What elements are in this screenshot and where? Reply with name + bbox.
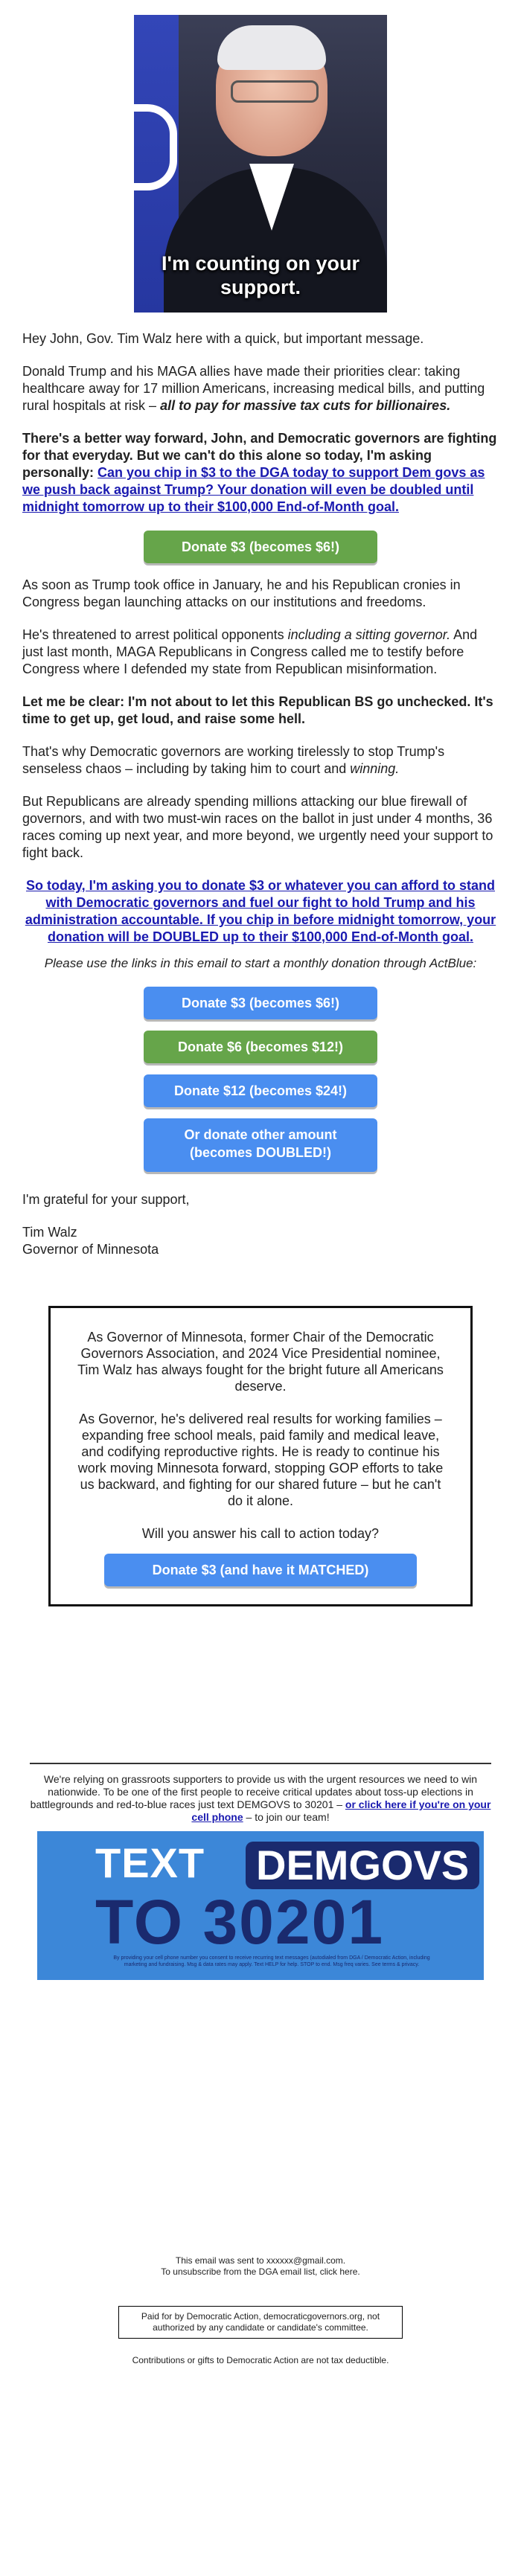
- speaker-glasses: [231, 80, 319, 103]
- donate-link-primary[interactable]: Can you chip in $3 to the DGA today to support Dem govs as we push back against Trump? Your donation will even be doubled until midnight tomorrow up to their $100,000 End-of-Month goal.: [22, 465, 485, 514]
- banner-shortcode: TO 30201: [95, 1887, 385, 1957]
- paragraph-priorities-text: Donald Trump and his MAGA allies have made their priorities clear: taking healthcare away for 17 million Americans, increasing medical bills, and putting rural hospitals at risk –: [22, 364, 485, 413]
- sms-signup-tail: – to join our team!: [243, 1811, 330, 1823]
- sms-signup-link[interactable]: or click here if you're on your cell phone: [191, 1798, 491, 1823]
- donate-12-button[interactable]: Donate $12 (becomes $24!): [144, 1074, 377, 1107]
- email-body: [22, 0, 499, 2366]
- bio-box: [48, 1306, 473, 1606]
- paragraph-priorities: [22, 363, 499, 414]
- donate-other-line2: (becomes DOUBLED!): [189, 1145, 332, 1160]
- hero-video-thumbnail[interactable]: [134, 15, 387, 313]
- paragraph-threats: [22, 627, 499, 678]
- paragraph-working: [22, 743, 499, 778]
- banner-fine-print: By providing your cell phone number you consent to receive recurring text messages (autodialed from DGA / Democratic Action, including marketing and fundraising. Msg & data rates may apply. Text HELP for help. STOP to end. Msg freq varies. See terms & privacy.: [113, 1955, 430, 1967]
- paragraph-ask-bold: There's a better way forward, John, and Democratic governors are fighting for that everyday. But we can't do this alone so today, I'm asking personally:: [22, 431, 497, 480]
- hero-caption-line2: support.: [220, 276, 301, 298]
- paragraph-threats-b: And just last month, MAGA Republicans in Congress called me to testify before Congress where I defended my state from Republican misinformation.: [22, 627, 478, 676]
- paragraph-spending: But Republicans are already spending millions attacking our blue firewall of governors, and with two must-win races on the ballot in just under 4 months, 36 races coming up next year, and more beyond, we urgently need your support to fight back.: [22, 794, 493, 860]
- bio-paragraph-1: As Governor of Minnesota, former Chair of the Democratic Governors Association, and 2024 Vice Presidential nominee, Tim Walz has always fought for the bright future all Americans deserve.: [77, 1330, 444, 1394]
- sms-signup-text: [30, 1773, 491, 1824]
- hero-caption: [134, 251, 387, 299]
- signature-name: Tim Walz: [22, 1225, 77, 1240]
- banner-text-word: TEXT: [95, 1839, 205, 1886]
- paragraph-working-italic: winning.: [350, 761, 400, 776]
- paragraph-priorities-emphasis: all to pay for massive tax cuts for billionaires.: [160, 398, 451, 413]
- bio-question: Will you answer his call to action today?: [141, 1526, 380, 1541]
- bio-paragraph-2: As Governor, he's delivered real results for working families – expanding free school meals, paid family and medical leave, and codifying reproductive rights. He is ready to continue his work moving Minnesota forward, stopping GOP efforts to take us backward, and fighting for our shared future – but he can't do it alone.: [77, 1412, 444, 1508]
- paragraph-threats-a: He's threatened to arrest political opponents: [22, 627, 288, 642]
- paragraph-attacks: As soon as Trump took office in January, he and his Republican cronies in Congress began launching attacks on our institutions and freedoms.: [22, 577, 461, 609]
- footer-tax-notice: Contributions or gifts to Democratic Action are not tax deductible.: [132, 2355, 389, 2365]
- donate-3-button-top[interactable]: Donate $3 (becomes $6!): [144, 531, 377, 563]
- donate-3-button[interactable]: Donate $3 (becomes $6!): [144, 987, 377, 1019]
- paragraph-working-text: That's why Democratic governors are working tirelessly to stop Trump's senseless chaos – including by taking him to court and: [22, 744, 445, 776]
- signature-title: Governor of Minnesota: [22, 1242, 159, 1257]
- text-demgovs-banner[interactable]: [37, 1831, 484, 1980]
- donate-3-matched-button[interactable]: Donate $3 (and have it MATCHED): [104, 1554, 417, 1586]
- footer-unsubscribe[interactable]: To unsubscribe from the DGA email list, click here.: [161, 2266, 360, 2277]
- paid-for-box: Paid for by Democratic Action, democraticgovernors.org, not authorized by any candidate or candidate's committee.: [118, 2306, 403, 2339]
- greeting: Hey John, Gov. Tim Walz here with a quick, but important message.: [22, 331, 424, 346]
- banner-keyword-pill: DEMGOVS: [246, 1842, 479, 1889]
- donate-link-cta[interactable]: So today, I'm asking you to donate $3 or whatever you can afford to stand with Democratic governors and fuel our fight to hold Trump and his administration accountable. If you chip in before midnight tomorrow, your donation will be DOUBLED up to their $100,000 End-of-Month goal.: [25, 878, 496, 944]
- sms-signup-body: We're relying on grassroots supporters to provide us with the urgent resources we need to win nationwide. To be one of the first people to receive critical updates about toss-up elections in battlegrounds and red-to-blue races just text DEMGOVS to 30201 –: [30, 1773, 478, 1810]
- hero-caption-line1: I'm counting on your: [162, 252, 359, 275]
- donate-6-button[interactable]: Donate $6 (becomes $12!): [144, 1031, 377, 1063]
- closing-line: I'm grateful for your support,: [22, 1192, 190, 1207]
- paragraph-threats-italic: including a sitting governor.: [287, 627, 451, 642]
- paragraph-cta: [22, 877, 499, 946]
- paragraph-let-me-be-clear: Let me be clear: I'm not about to let this Republican BS go unchecked. It's time to get up, get loud, and raise some hell.: [22, 694, 493, 726]
- monthly-note: Please use the links in this email to start a monthly donation through ActBlue:: [44, 956, 477, 970]
- dga-logo-glyph: [134, 104, 177, 190]
- paragraph-ask: [22, 430, 499, 516]
- speaker-hair: [217, 25, 326, 70]
- footer-sent-to: This email was sent to xxxxxx@gmail.com.: [175, 2255, 346, 2266]
- donate-other-line1: Or donate other amount: [184, 1127, 337, 1142]
- donate-other-amount-button[interactable]: [144, 1118, 377, 1172]
